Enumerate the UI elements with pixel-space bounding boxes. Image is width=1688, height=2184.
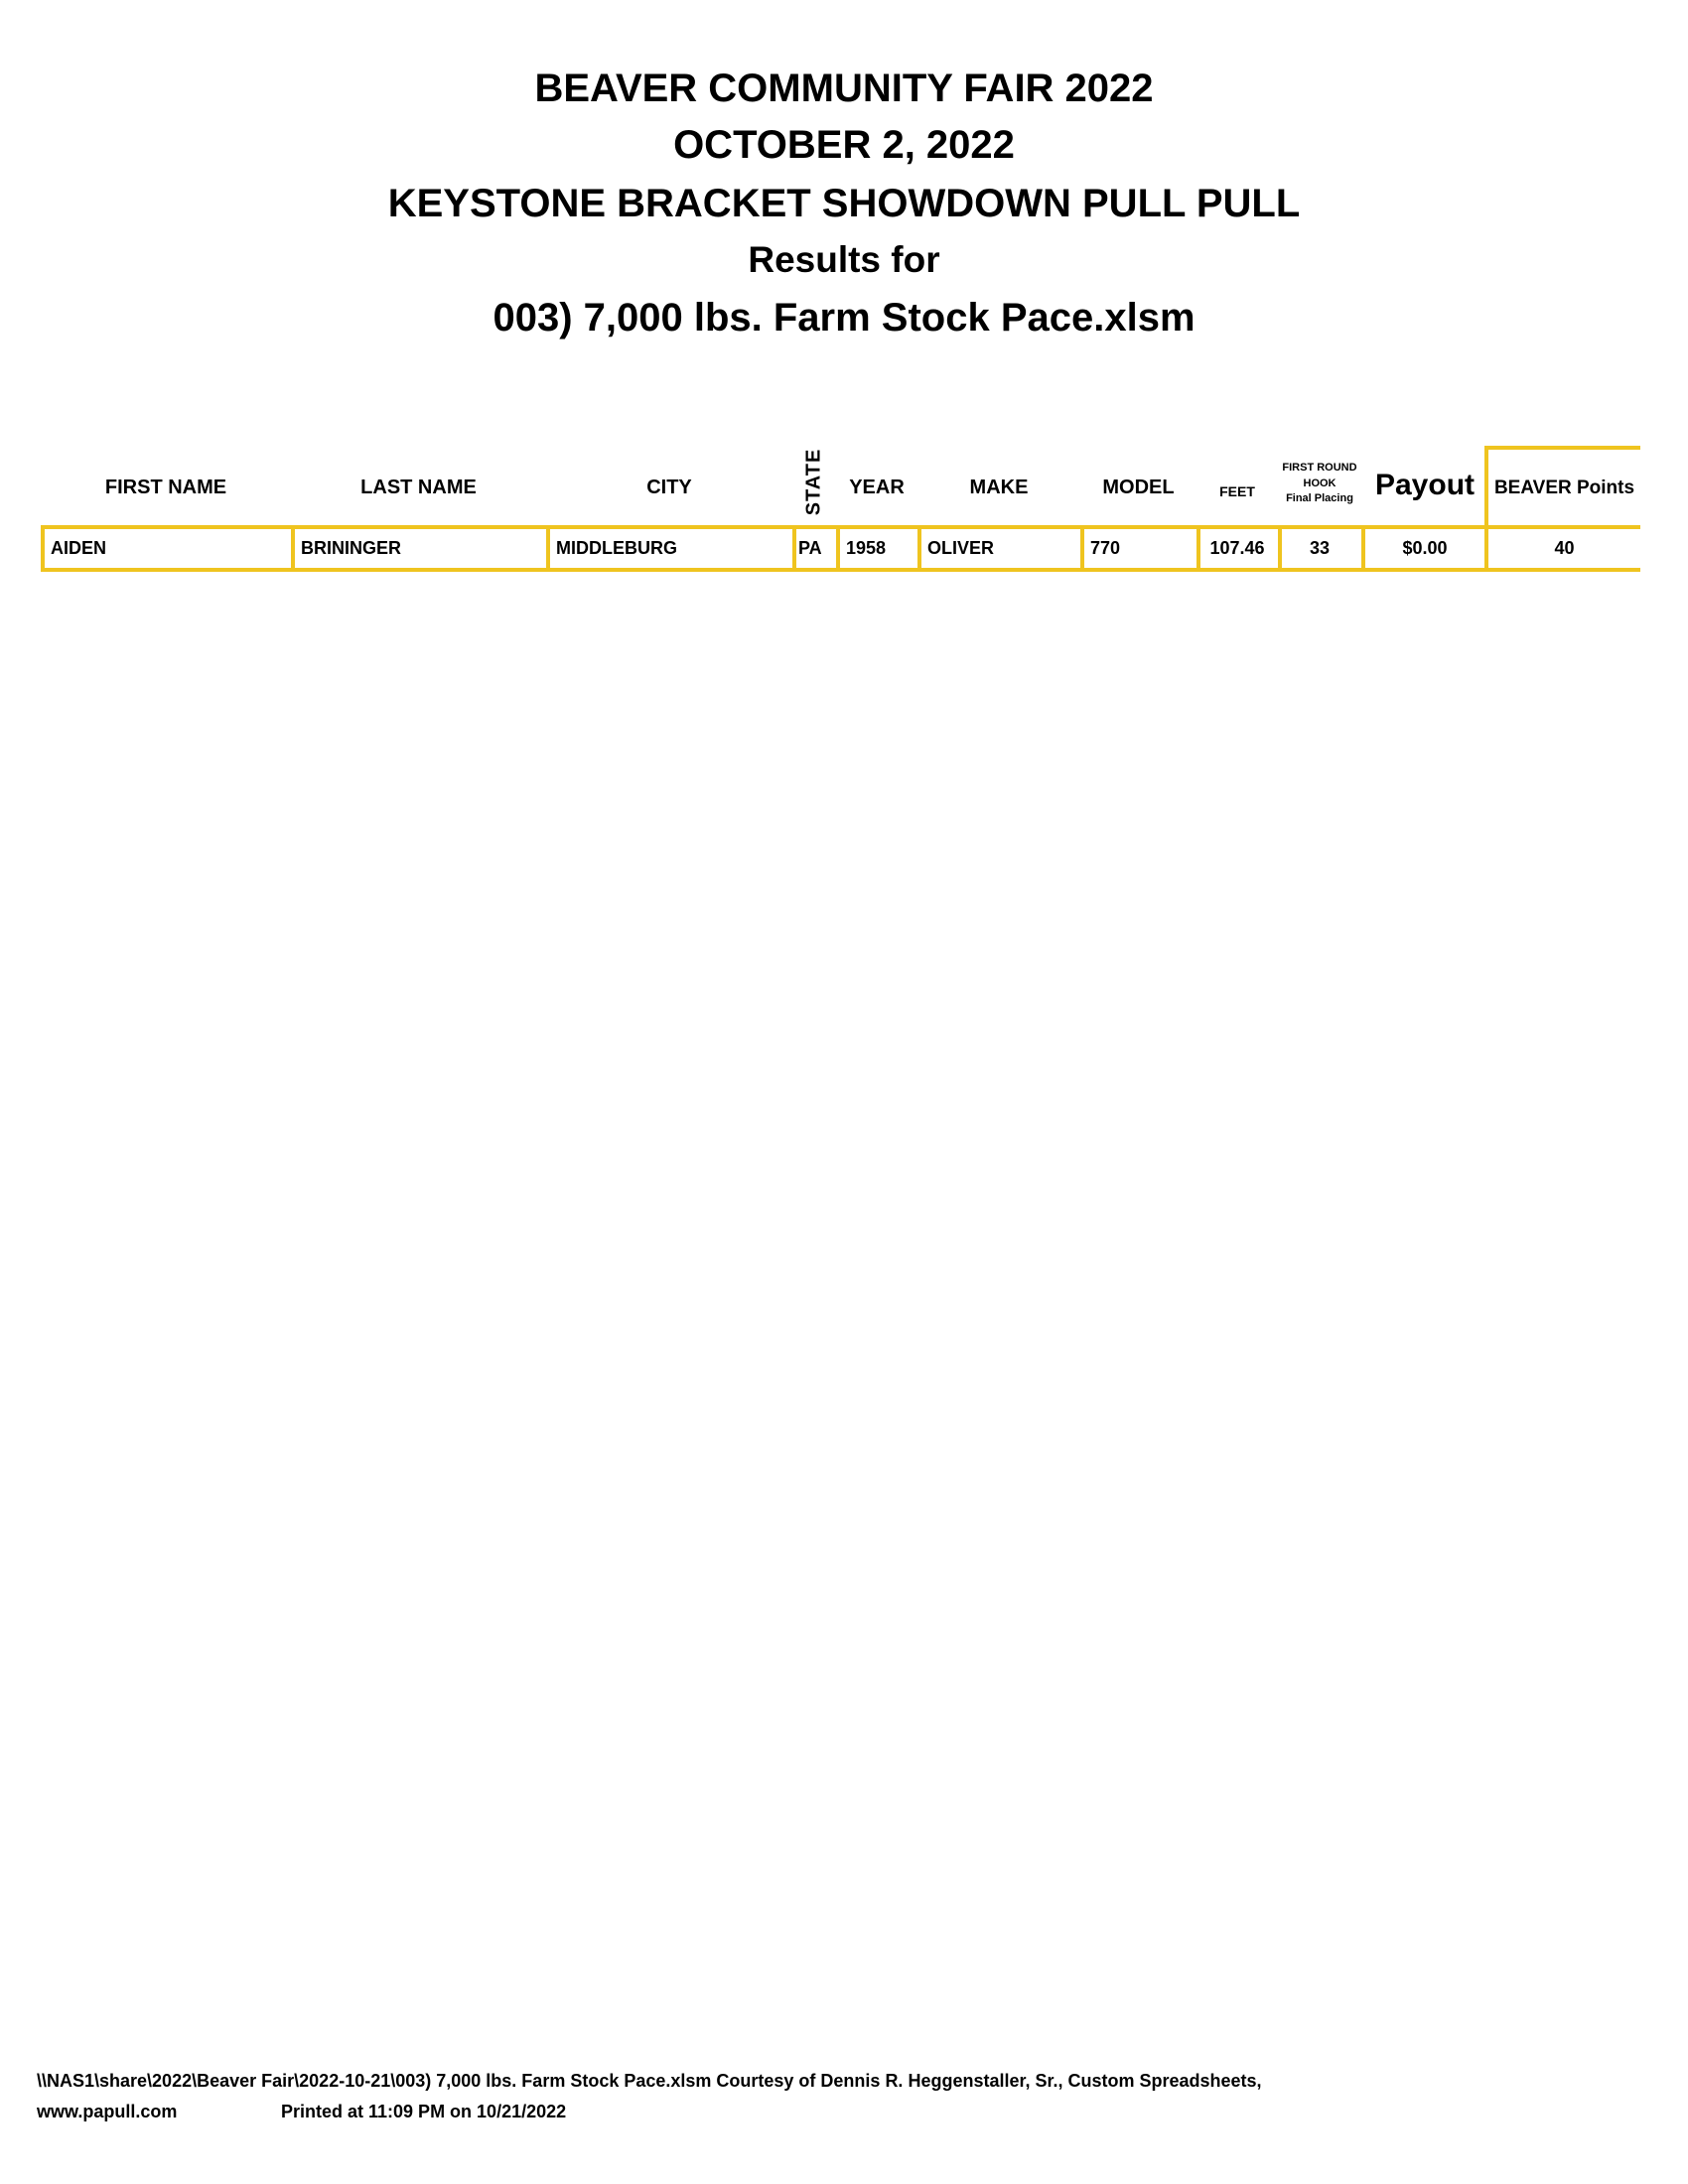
column-header-city: CITY [646,477,692,498]
footer-website: www.papull.com [37,2102,178,2121]
cell-first-name: AIDEN [51,538,107,558]
event-date: OCTOBER 2, 2022 [673,123,1015,167]
column-header-beaver-points: BEAVER Points [1493,478,1635,498]
cell-beaver-points: 40 [1554,538,1575,558]
cell-payout: $0.00 [1402,538,1448,558]
cell-city: MIDDLEBURG [556,538,677,558]
table-border-beaver-box-top [1484,446,1640,450]
cell-last-name: BRININGER [301,538,402,558]
cell-model: 770 [1090,538,1121,558]
cell-make: OLIVER [927,538,995,558]
class-file-title: 003) 7,000 lbs. Farm Stock Pace.xlsm [492,296,1196,340]
hook-header-line-3: Final Placing [1286,492,1353,504]
column-header-last-name: LAST NAME [360,477,477,498]
footer-printed-timestamp: Printed at 11:09 PM on 10/21/2022 [281,2102,567,2121]
column-header-first-name: FIRST NAME [104,477,227,498]
column-header-year: YEAR [849,477,905,498]
hook-header-line-2: HOOK [1303,477,1336,489]
cell-feet: 107.46 [1209,538,1265,558]
cell-state: PA [798,538,822,558]
footer-file-path-credit: \\NAS1\share\2022\Beaver Fair\2022-10-21\003) 7,000 lbs. Farm Stock Pace.xlsm Courtesy of Dennis R. Heggenstaller, Sr., Custom Spreadsheets, [37,2071,1262,2091]
event-name: KEYSTONE BRACKET SHOWDOWN PULL PULL [387,182,1301,225]
cell-hook-placing: 33 [1309,538,1331,558]
event-title: BEAVER COMMUNITY FAIR 2022 [534,67,1154,110]
column-header-model: MODEL [1102,477,1175,498]
column-header-make: MAKE [969,477,1029,498]
column-header-first-round-hook [1278,461,1361,507]
hook-header-line-1: FIRST ROUND [1282,462,1357,474]
table-border-row-bottom [41,568,1640,572]
cell-year: 1958 [846,538,887,558]
column-header-feet: FEET [1219,483,1255,499]
state-header-rotated-label: STATE [802,448,825,515]
column-header-payout: Payout [1374,469,1476,501]
results-label: Results for [748,239,940,280]
column-header-state [788,439,840,524]
